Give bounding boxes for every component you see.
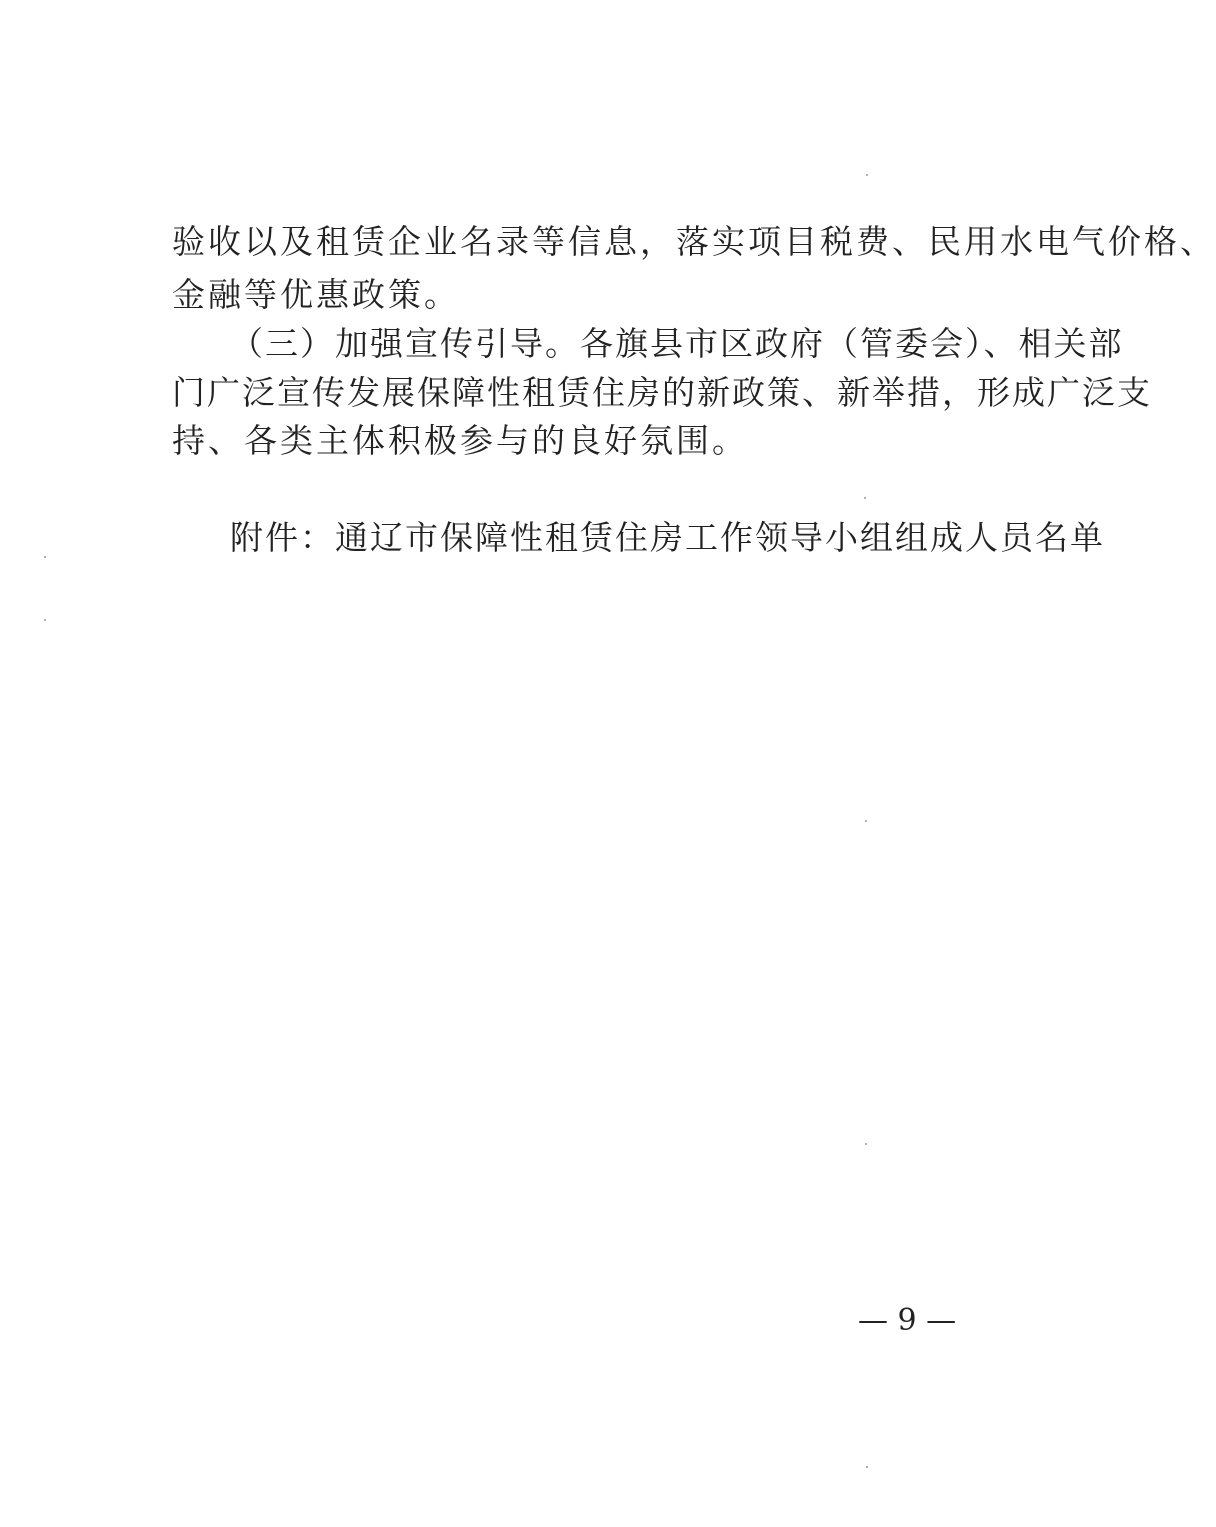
scan-speck xyxy=(865,820,867,822)
body-text-line-1: 验收以及租赁企业名录等信息，落实项目税费、民用水电气价格、 xyxy=(172,222,1216,261)
page-number: — 9 — xyxy=(858,1303,957,1338)
attachment-line xyxy=(172,518,1105,558)
body-text-line-5: 持、各类主体积极参与的良好氛围。 xyxy=(172,421,748,460)
body-text-line-3 xyxy=(172,324,1124,364)
scan-speck xyxy=(866,174,868,176)
scan-speck xyxy=(44,619,46,621)
scan-speck xyxy=(44,556,46,558)
scan-speck xyxy=(864,497,866,499)
scan-speck xyxy=(865,1143,867,1145)
section-three-text: （三）加强宣传引导。各旗县市区政府（管委会）、相关部 xyxy=(230,324,1124,363)
body-text-line-2: 金融等优惠政策。 xyxy=(172,275,460,314)
scan-speck xyxy=(866,1466,868,1468)
attachment-text: 附件：通辽市保障性租赁住房工作领导小组组成人员名单 xyxy=(230,518,1105,557)
body-text-line-4: 门广泛宣传发展保障性租赁住房的新政策、新举措，形成广泛支 xyxy=(172,373,1152,412)
